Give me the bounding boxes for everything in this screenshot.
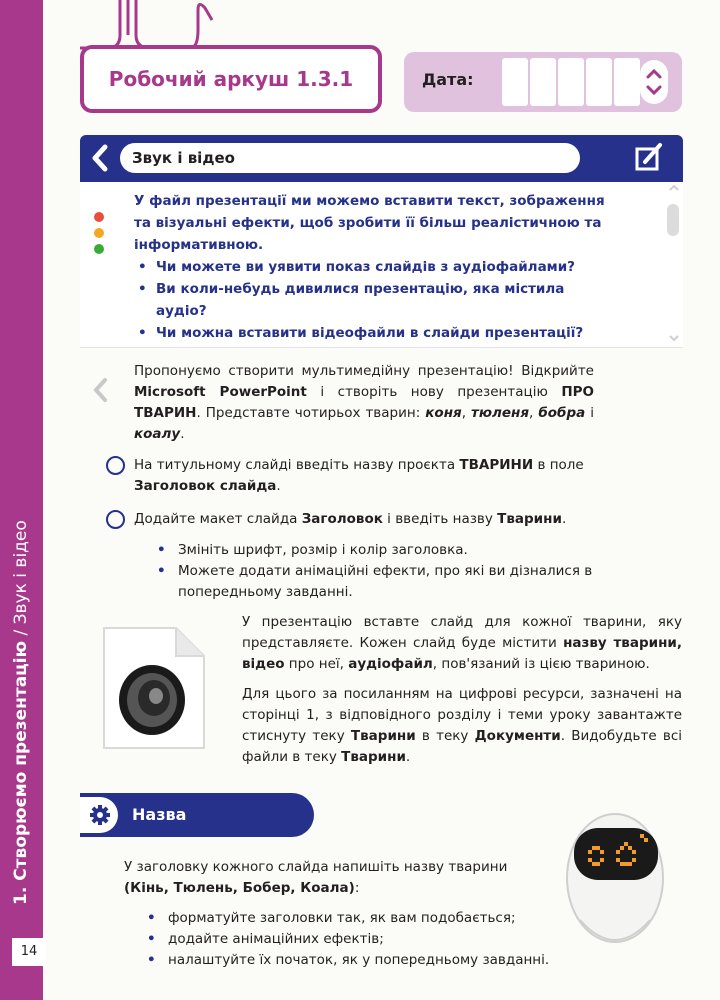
date-cell[interactable] — [614, 58, 640, 106]
date-stepper[interactable] — [640, 60, 668, 104]
list-item: • Змініть шрифт, розмір і колір заголовка. — [154, 540, 594, 561]
back-chevron-icon[interactable] — [88, 143, 112, 173]
worksheet-title-box — [80, 45, 382, 113]
section-title-field — [120, 143, 580, 173]
list-item: • Ви коли-небудь дивилися презентацію, яка містила аудіо? — [134, 278, 614, 322]
list-item: • Можете додати анімаційні ефекти, про які ви дізналися в попередньому завданні. — [154, 561, 594, 603]
date-cell[interactable] — [586, 58, 612, 106]
step-checkbox[interactable] — [106, 510, 125, 529]
intro-paragraph: У файл презентації ми можемо вставити текст, зображення та візуальні ефекти, щоб зробити її більш реалістичною та інформативною. — [134, 193, 605, 253]
name-section-text: У заголовку кожного слайда напишіть назву тварини (Кінь, Тюлень, Бобер, Коала): — [124, 859, 508, 896]
question-list — [134, 256, 614, 344]
step-1-text: На титульному слайді введіть назву проєкта ТВАРИНИ в поле Заголовок слайда. — [134, 457, 584, 494]
date-cell[interactable] — [558, 58, 584, 106]
intro-text-block — [134, 190, 614, 344]
task-intro-paragraph: Пропонуємо створити мультимедійну презентацію! Відкрийте Microsoft PowerPoint і створіть нову презентацію ПРО ТВАРИН. Представте чотирьох тварин: коня, тюленя, бобра і коалу. — [134, 363, 594, 442]
up-down-arrows-icon — [640, 60, 668, 104]
robot-mascot-icon — [560, 800, 670, 950]
gear-badge — [80, 797, 118, 833]
date-box — [404, 52, 682, 112]
list-item: • налаштуйте їх початок, як у попередньому завданні. — [144, 950, 574, 971]
intro-panel — [80, 182, 683, 348]
gear-icon — [80, 797, 116, 833]
step-2-text: Додайте макет слайда Заголовок і введіть назву Тварини. — [134, 511, 567, 527]
date-cell[interactable] — [530, 58, 556, 106]
worksheet-title: Робочий аркуш 1.3.1 — [108, 67, 354, 91]
list-item: • додайте анімаційних ефектів; — [144, 929, 574, 950]
step-checkbox[interactable] — [106, 456, 125, 475]
section-title: Звук і відео — [132, 149, 235, 167]
name-section-bullets — [144, 908, 574, 971]
page-number: 14 — [12, 938, 46, 966]
scroll-down-icon[interactable] — [668, 332, 680, 344]
green-dot-icon — [94, 244, 104, 254]
task-paragraph-3: Для цього за посиланням на цифрові ресурси, зазначені на сторінці 1, з відповідного розділу і теми уроку завантажте стиснуту теку Тварини в теку Документи. Видобудьте всі файли в теку Тварини. — [242, 686, 682, 765]
list-item: • Чи можна вставити відеофайли в слайди презентації? — [134, 322, 614, 344]
chapter-title: 1. Створюємо презентацію / Звук і відео — [11, 520, 31, 905]
section-header-bar — [80, 135, 683, 182]
date-cell[interactable] — [502, 58, 528, 106]
list-item: • Чи можете ви уявити показ слайдів з аудіофайлами? — [134, 256, 614, 278]
step-2-bullets — [154, 540, 594, 603]
edit-icon[interactable] — [632, 141, 666, 175]
date-label: Дата: — [422, 70, 474, 89]
audio-file-icon — [102, 626, 206, 750]
list-item: • форматуйте заголовки так, як вам подобається; — [144, 908, 574, 929]
scroll-up-icon[interactable] — [668, 182, 680, 194]
left-chevron-icon[interactable] — [90, 375, 110, 405]
orange-dot-icon — [94, 228, 104, 238]
scrollbar-thumb[interactable] — [667, 204, 679, 236]
task-paragraph-2: У презентацію вставте слайд для кожної тварини, яку представляєте. Кожен слайд буде містити назву тварини, відео про неї, аудіофайл, пов'язаний із цією твариною. — [242, 614, 682, 672]
name-section-title: Назва — [132, 805, 187, 824]
red-dot-icon — [94, 212, 104, 222]
name-section-banner — [80, 793, 314, 837]
